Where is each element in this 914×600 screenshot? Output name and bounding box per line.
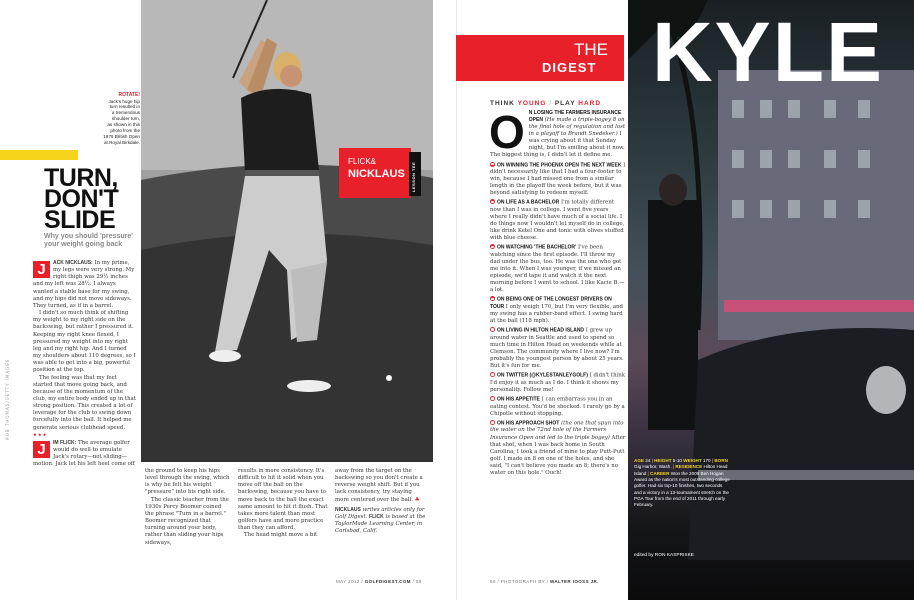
drop-cap: O <box>489 106 525 158</box>
photo-callout <box>90 92 140 146</box>
digest-line2: DIGEST <box>542 60 597 75</box>
qa-item <box>490 162 626 198</box>
qa-note: (He made a triple-bogey 8 on the final hole of regulation and lost in a playoff to Brandt Snedeker.) <box>528 117 626 138</box>
folio-photo-label: PHOTOGRAPH BY <box>500 579 546 584</box>
qa-answer: I'm totally different now than I was in college. I went five years where I really didn't have much of a social life. I do things now I wouldn't let myself do in college, like drink Ketel One and tonic with olives stuffed with blue cheese. <box>490 199 625 242</box>
qa-item <box>490 199 626 242</box>
stat-separator: | <box>651 458 653 463</box>
deck-line: your weight going back <box>44 241 123 248</box>
stat-separator: | <box>647 470 649 476</box>
bio-text-part: writes articles only for Golf Digest. <box>335 506 425 520</box>
lesson-tee-text: LESSON TEE <box>411 161 416 192</box>
stat-value: 24 <box>645 458 651 463</box>
stat-separator: | <box>711 458 714 463</box>
qa-question: ON WATCHING 'THE BACHELOR' <box>497 244 577 251</box>
qa-answer: I didn't necessarily like that I had a four-footer to win, because I had missed one from a similar length in the playoff the week before, but it was beyond satisfying to redeem myself. <box>490 162 626 197</box>
paragraph: I didn't so much think of shifting my weight to my right side on the backswing, but rather I pressured it. Keeping my right knee flexed, I pressured my weight into my right leg and my right hip. And I turned my shoulders about 110 degrees, so I was able to get into a big, powerful position at the top. <box>33 310 136 374</box>
callout-line: 1976 British Open <box>103 134 140 140</box>
bio-name: FLICK <box>369 513 384 520</box>
callout-line: a tremendous <box>111 110 140 116</box>
qa-item <box>490 327 626 370</box>
paragraph: The feeling was that my feet started that move going back, and because of the momentum of the club, my entire body ended up in that strong position. This created a lot of leverage for the club to swing down forcefully into the ball. It helped me generate serious clubhead speed. <box>33 374 136 431</box>
qa-answer: I didn't think I'd enjoy it as much as I do. I think it shows my personality. Follow me! <box>490 372 626 393</box>
tagline-word: YOUNG <box>517 100 547 107</box>
section-dots <box>33 432 136 440</box>
qa-question: ON TWITTER (@KYLESTANLEYGOLF) <box>497 372 588 379</box>
qa-answer: I've been watching since the first episode. I'll throw my dad under the bus, too. He was the one who got me into it. When I was younger, if we missed an episode, we'd tape it and watch it the next morning before I went to school. I like Kacie B.—a lot. <box>490 244 625 294</box>
qa-item <box>490 396 626 418</box>
stat-value: Hilton Head Island <box>634 464 728 476</box>
paragraph: The head might move a bit <box>244 532 318 539</box>
bullet-icon <box>490 372 495 377</box>
folio-photographer: WALTER IOOSS JR. <box>550 579 599 584</box>
stat-value: 5-10 <box>672 458 682 463</box>
stat-value: 170 <box>702 458 711 463</box>
tagline-word: PLAY <box>554 100 576 107</box>
flick-tab-line2: NICKLAUS <box>348 168 405 180</box>
callout-line: turn resulted in <box>109 104 140 110</box>
the-digest-tab <box>456 35 624 81</box>
bullet-icon <box>490 420 495 425</box>
qa-question: ON WINNING THE PHOENIX OPEN THE NEXT WEEK <box>497 162 622 169</box>
qa-question: ON HIS APPETITE <box>497 396 540 403</box>
paragraph <box>335 468 427 504</box>
paragraph: results in more consistency. It's difficult to hit it solid when you move off the ball on the backswing, because you have to move back to the ball the exact same amount to hit it flush. That takes more talent than most golfers have and more practice than they can afford. <box>238 468 328 532</box>
paragraph <box>33 260 136 310</box>
dots: ••• <box>33 431 48 439</box>
callout-title: ROTATE! <box>118 92 140 98</box>
speaker-label: IM FLICK: <box>53 439 77 446</box>
golfer-swing-photo <box>141 0 433 462</box>
paragraph-text: The average golfer would do well to emulate Jack's rotary—not sliding—motion. Jack let his left heel come off <box>33 439 135 468</box>
tagline-word: HARD <box>578 100 602 107</box>
tagline-slash: / <box>549 100 553 107</box>
qa-item <box>489 106 626 159</box>
paragraph-text: In my prime, my legs were very strong. My right thigh was 29½ inches and my left was 28½. I always wanted a stable base for my swing, and my hips did not move sideways. They turned, as if in a barrel. <box>33 260 135 309</box>
stat-label: BORN <box>714 458 728 463</box>
qa-question: ON HIS APPROACH SHOT <box>497 420 560 427</box>
stat-label: CAREER <box>650 470 670 476</box>
qa-item <box>490 372 626 394</box>
qa-answer: After that shot, when I was back home in South Carolina, I took a friend of mine to play Putt-Putt golf. I made an 8 on one of the holes, and she said, "I can't believe you made an 8; there's no water on this hole." Ouch! <box>490 434 626 476</box>
right-folio: 60 / PHOTOGRAPH BY / WALTER IOOSS JR. <box>490 579 599 584</box>
qa-answer: I only weigh 170, but I'm very flexible, and my swing has a rubber-band effect. I swing hard at the ball (118 mph). <box>490 303 624 325</box>
bullet-icon <box>490 327 495 332</box>
bio-text-part: is based at the TaylorMade Learning Center, in Carlsbad, Calif. <box>335 513 426 535</box>
bullet-icon <box>490 244 495 249</box>
digest-line1: THE <box>574 40 608 59</box>
qa-answer: I grew up around water in Seattle and used to spend so much time in Hilton Head on weekends while at Clemson. The community where I live now? I'm probably the youngest person by about 25 years. But it's fun for me. <box>490 327 624 370</box>
qa-item <box>490 296 626 325</box>
bio-text <box>335 507 427 536</box>
article-column-1 <box>33 260 136 469</box>
article-headline <box>44 164 144 234</box>
callout-line: as shown in this <box>107 122 140 128</box>
stat-label: AGE <box>634 458 644 463</box>
qa-answer: I can embarrass you in an eating contest. You'd be shocked. I rarely go by a Chipotle without stopping. <box>490 396 625 417</box>
stat-value: Gig Harbor, Wash. <box>634 464 672 470</box>
stat-value: Won the 2009 Ben Hogan Award as the nation's most outstanding college golfer. Had six top-10 finishes, two seconds and a victory in a 13-tournament stretch on the PGA Tour from the end of 2011 through early February. <box>634 470 730 508</box>
article-column-3 <box>238 468 328 540</box>
paragraph: The classic teacher from the 1930s Percy Boomer coined the phrase "Turn in a barrel." Boomer recognized that turning around your body, rather than sliding your hips sideways, <box>145 496 229 546</box>
qa-answer: I was crying about it that Sunday night, but I'm smiling about it now. The biggest thing is, I didn't let it define me. <box>490 131 625 159</box>
stat-separator: | <box>672 464 675 470</box>
callout-line: Jack's huge hip <box>108 98 140 104</box>
bullet-icon <box>490 199 495 204</box>
paragraph-text: away from the target on the backswing so you don't create a reverse weight shift. But if you lack consistency, try staying more centered over the ball. <box>335 468 423 503</box>
edited-by: edited by RON KASPRISKE <box>634 553 694 558</box>
author-bio <box>335 507 427 536</box>
deck-line: Why you should 'pressure' <box>44 233 133 240</box>
photo-credit: ROB THOMAS/GETTY IMAGES <box>5 358 10 440</box>
drop-cap: J <box>33 261 50 278</box>
qa-question: ON BEING ONE OF THE LONGEST DRIVERS ON TOUR <box>490 296 612 310</box>
folio-page: 59 <box>415 579 422 584</box>
stat-label: HEIGHT <box>654 458 672 463</box>
tagline-word: THINK <box>490 100 515 107</box>
folio-date: MAY 2012 <box>336 579 360 584</box>
flick-tab-line1: FLICK& <box>348 157 377 166</box>
article-deck <box>44 233 140 249</box>
left-folio: MAY 2012 / GOLFDIGEST.COM / 59 <box>336 579 422 584</box>
qa-column <box>489 106 626 479</box>
qa-item <box>490 244 626 294</box>
headline-line: DON'T <box>44 185 119 213</box>
end-mark-icon: ♣ <box>414 496 420 503</box>
lesson-tee-label <box>409 152 421 196</box>
golfer-illustration <box>141 0 433 462</box>
callout-line: at Royal Birkdale. <box>103 140 140 146</box>
qa-question: ON LIFE AS A BACHELOR <box>497 199 560 206</box>
bio-name: NICKLAUS <box>335 506 361 513</box>
bullet-icon <box>490 296 495 301</box>
yellow-accent-bar <box>0 150 78 160</box>
page-gutter <box>456 0 457 600</box>
folio-page: 60 <box>490 579 496 584</box>
callout-line: shoulder turn, <box>111 116 140 122</box>
headline-line: SLIDE <box>44 206 116 234</box>
bullet-icon <box>490 162 495 167</box>
folio-site: GOLFDIGEST.COM <box>364 579 411 584</box>
drop-cap: J <box>33 441 50 458</box>
player-stats <box>634 458 730 509</box>
bullet-icon <box>490 396 495 401</box>
qa-note: (the one that spun into the water on the 72nd hole of the Farmers Insurance Open and led to the triple bogey) <box>490 420 624 441</box>
article-column-4 <box>335 468 427 535</box>
stat-label: RESIDENCE <box>675 464 703 470</box>
qa-question: N LOSING THE FARMERS INSURANCE OPEN <box>528 110 622 124</box>
stat-label: WEIGHT <box>683 458 702 463</box>
qa-question: ON LIVING IN HILTON HEAD ISLAND <box>497 327 585 334</box>
flick-nicklaus-tab <box>339 148 411 198</box>
headline-line: TURN, <box>44 164 118 192</box>
kyle-title: KYLE <box>652 5 885 99</box>
article-column-2 <box>145 468 231 547</box>
paragraph: the ground to keep his hips level through the swing, which is why he felt his weight "pressure" into his right side. <box>145 468 230 496</box>
paragraph <box>33 440 136 469</box>
callout-line: photo from the <box>110 128 140 134</box>
speaker-label: ACK NICKLAUS: <box>53 260 93 266</box>
qa-item <box>490 420 626 477</box>
